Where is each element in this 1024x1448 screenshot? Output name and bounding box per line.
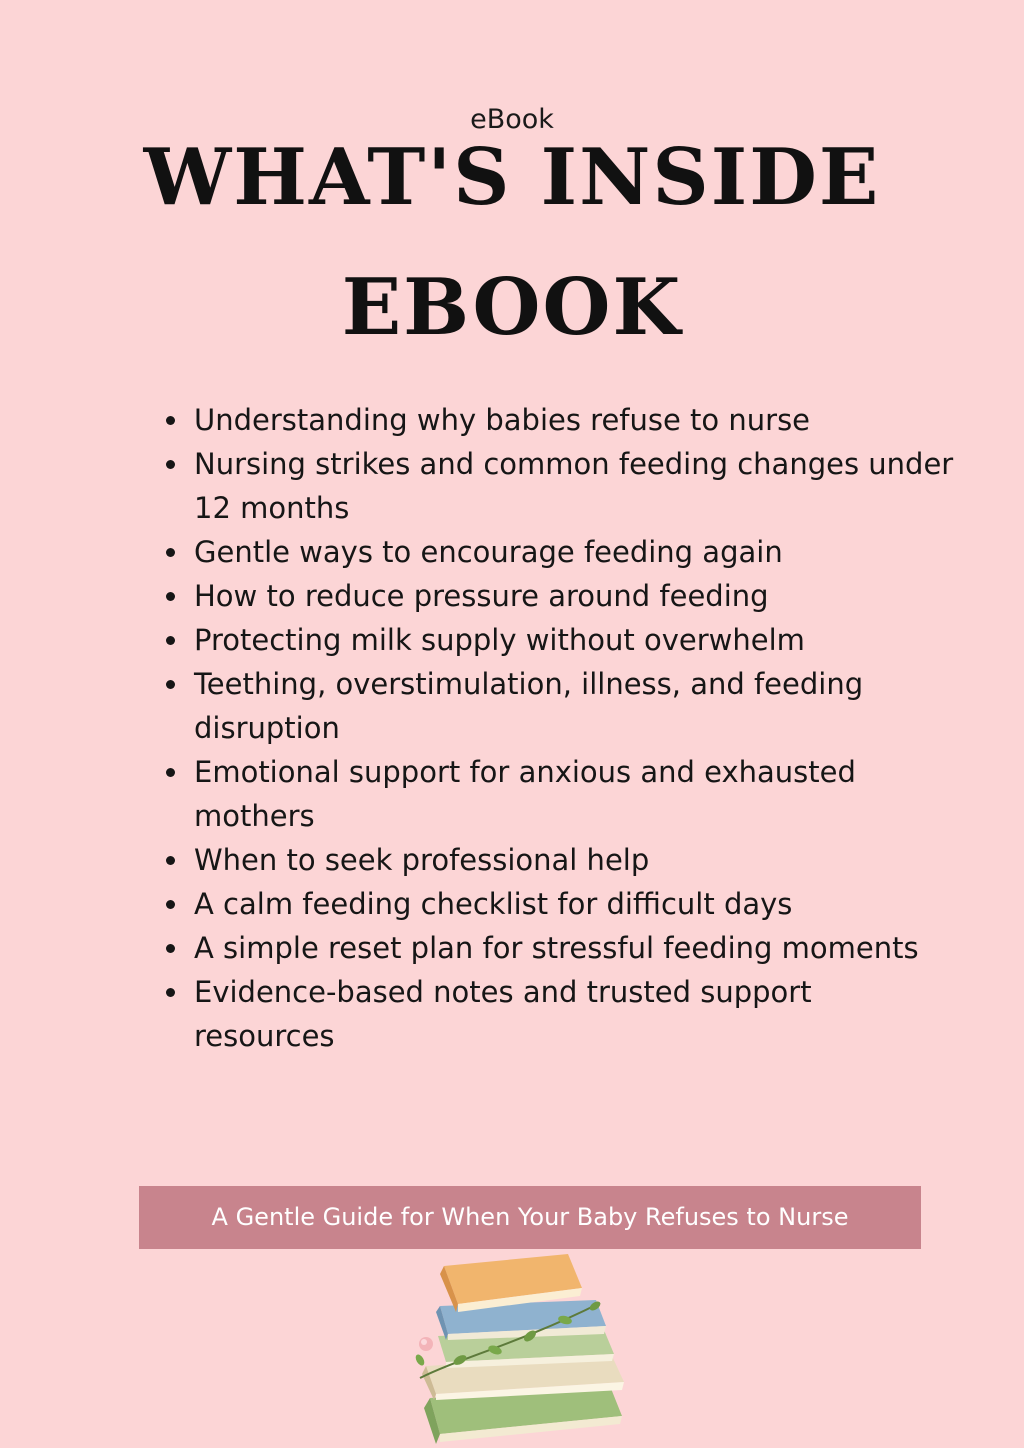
bullet-icon [166, 548, 175, 557]
bullet-icon [166, 636, 175, 645]
list-item [158, 882, 958, 926]
bullet-icon [166, 768, 175, 777]
bullet-icon [166, 592, 175, 601]
list-item [158, 662, 958, 750]
list-item-text: Gentle ways to encourage feeding again [194, 535, 783, 569]
bullet-icon [166, 416, 175, 425]
list-item [158, 618, 958, 662]
bullet-icon [166, 988, 175, 997]
list-item-text: A calm feeding checklist for difficult days [194, 887, 793, 921]
list-item-text: Emotional support for anxious and exhausted mothers [194, 755, 856, 833]
bullet-icon [166, 944, 175, 953]
list-item-text: A simple reset plan for stressful feeding moments [194, 931, 919, 965]
list-item-text: Evidence-based notes and trusted support resources [194, 975, 812, 1053]
list-item [158, 574, 958, 618]
list-item [158, 838, 958, 882]
page-title-line-2: EBOOK [341, 262, 683, 353]
ebook-label: eBook [470, 104, 554, 135]
book-stack-icon [400, 1248, 640, 1448]
contents-list [158, 398, 958, 1058]
list-item [158, 750, 958, 838]
list-item-text: When to seek professional help [194, 843, 650, 877]
list-item [158, 398, 958, 442]
list-item [158, 926, 958, 970]
bullet-icon [166, 680, 175, 689]
list-item [158, 530, 958, 574]
bullet-icon [166, 900, 175, 909]
bullet-icon [166, 856, 175, 865]
list-item-text: How to reduce pressure around feeding [194, 579, 769, 613]
list-item [158, 442, 958, 530]
list-item [158, 970, 958, 1058]
subtitle-banner: A Gentle Guide for When Your Baby Refuses to Nurse [139, 1186, 921, 1249]
page-title-line-1: WHAT'S INSIDE [143, 132, 881, 223]
list-item-text: Protecting milk supply without overwhelm [194, 623, 805, 657]
bullet-icon [166, 460, 175, 469]
list-item-text: Nursing strikes and common feeding changes under 12 months [194, 447, 954, 525]
list-item-text: Understanding why babies refuse to nurse [194, 403, 811, 437]
list-item-text: Teething, overstimulation, illness, and feeding disruption [194, 667, 864, 745]
